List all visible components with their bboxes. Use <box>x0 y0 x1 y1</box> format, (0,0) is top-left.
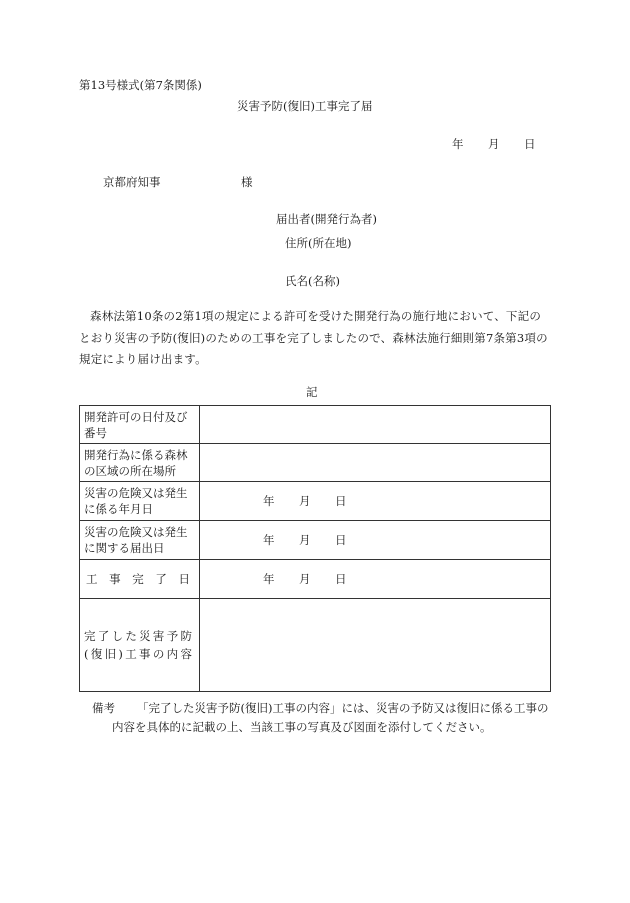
detail-table <box>79 405 551 692</box>
disaster-date-field[interactable] <box>200 482 551 521</box>
submission-date <box>452 137 542 151</box>
form-number: 第13号様式(第7条関係) <box>79 78 202 92</box>
note-heading: 備考 <box>92 701 115 715</box>
work-content-field[interactable] <box>200 599 551 692</box>
work-content-label <box>80 599 200 692</box>
permit-date-number-label <box>80 406 200 444</box>
label-char: 工 <box>86 572 98 586</box>
label-line: に関する届出日 <box>84 541 165 555</box>
date-month-label: 月 <box>488 137 500 151</box>
table-row <box>80 599 551 692</box>
label-line: (復旧)工事の内容 <box>84 647 192 661</box>
date-month-label: 月 <box>299 494 311 508</box>
date-day-label: 日 <box>335 494 347 508</box>
body-paragraph: 森林法第10条の2第1項の規定による許可を受けた開発行為の施行地において、下記のとおり災害の予防(復旧)のための工事を完了しましたので、森林法施行細則第7条第3項の規定により届け出ます。 <box>79 309 548 366</box>
date-month-label: 月 <box>299 572 311 586</box>
note-text-line1: 「完了した災害予防(復旧)工事の内容」には、災害の予防又は復旧に係る工事の <box>137 701 549 715</box>
completion-date-label <box>80 560 200 599</box>
address-label: 住所(所在地) <box>285 236 352 250</box>
table-row <box>80 521 551 560</box>
note-text-line2: 内容を具体的に記載の上、当該工事の写真及び図面を添付してください。 <box>112 720 492 734</box>
label-line: 開発許可の日付及び <box>84 409 188 424</box>
completion-date-field[interactable] <box>200 560 551 599</box>
label-char: 完 <box>132 572 144 586</box>
label-line: 完了した災害予防 <box>84 629 192 643</box>
date-year-label: 年 <box>263 572 275 586</box>
date-year-label: 年 <box>263 494 275 508</box>
date-month-label: 月 <box>299 533 311 547</box>
date-day-label: 日 <box>335 572 347 586</box>
label-line: の区域の所在場所 <box>84 463 176 478</box>
table-row <box>80 406 551 444</box>
label-char: 日 <box>178 572 190 586</box>
label-char: 事 <box>109 572 121 586</box>
label-char: 了 <box>155 572 167 586</box>
submitter-label: 届出者(開発行為者) <box>276 212 377 226</box>
honorific: 様 <box>241 175 253 189</box>
document-title: 災害予防(復旧)工事完了届 <box>237 99 373 113</box>
disaster-report-date-field[interactable] <box>200 521 551 560</box>
table-row <box>80 560 551 599</box>
label-line: に係る年月日 <box>84 502 153 516</box>
label-line: 災害の危険又は発生 <box>84 486 188 500</box>
label-line: 開発行為に係る森林 <box>84 447 188 462</box>
permit-date-number-field[interactable] <box>200 406 551 444</box>
table-row <box>80 482 551 521</box>
date-day-label: 日 <box>524 137 536 151</box>
name-label: 氏名(名称) <box>285 274 340 288</box>
date-year-label: 年 <box>263 533 275 547</box>
date-year-label: 年 <box>452 137 464 151</box>
addressee: 京都府知事 <box>103 175 161 189</box>
forest-location-field[interactable] <box>200 444 551 482</box>
table-row <box>80 444 551 482</box>
disaster-date-label <box>80 482 200 521</box>
date-day-label: 日 <box>335 533 347 547</box>
label-line: 番号 <box>84 425 107 440</box>
disaster-report-date-label <box>80 521 200 560</box>
ki-label: 記 <box>306 385 318 399</box>
forest-location-label <box>80 444 200 482</box>
label-line: 災害の危険又は発生 <box>84 525 188 539</box>
